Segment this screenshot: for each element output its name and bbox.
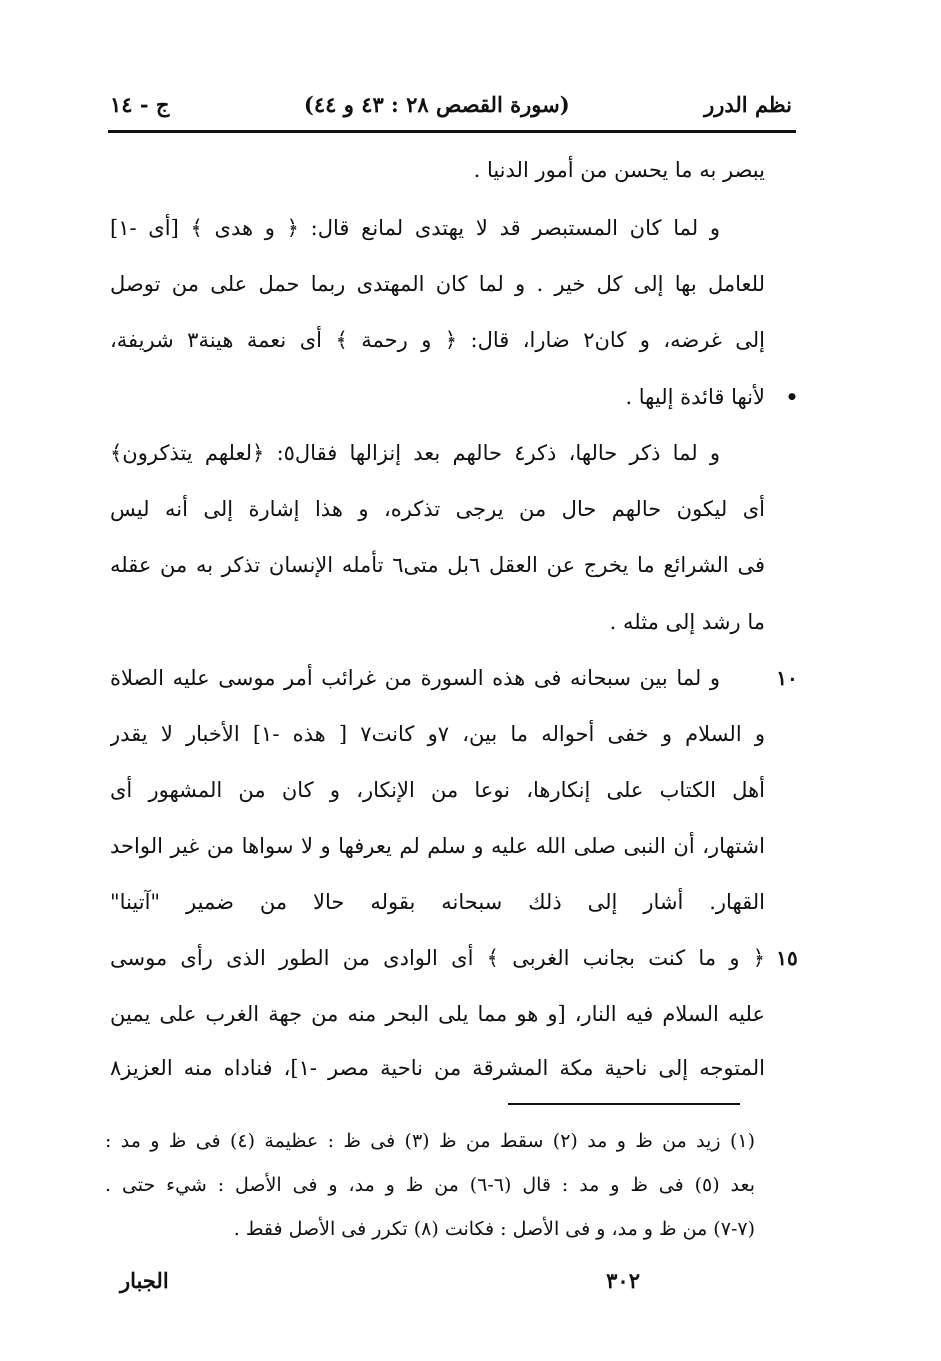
footnote-line: بعد (٥) فى ظ و مد : قال (٦-٦) من ظ و مد، و فى الأصل : شيء حتى .: [105, 1174, 755, 1196]
header-surah-reference: (سورة القصص ٢٨ : ٤٣ و ٤٤): [303, 91, 570, 117]
body-line: فى الشرائع ما يخرج عن العقل ٦بل متى٦ تأمله الإنسان تذكر به من عقله: [110, 553, 765, 577]
body-line: ﴿ و ما كنت بجانب الغربى ﴾ أى الوادى من الطور الذى رأى موسى: [110, 946, 765, 970]
page-footer: [120, 1262, 640, 1298]
body-line: اشتهار، أن النبى صلى الله عليه و سلم لم يعرفها و لا سواها من غير الواحد: [110, 834, 765, 858]
body-line: القهار. أشار إلى ذلك سبحانه بقوله حالا من ضمير "آتينا": [110, 890, 765, 914]
catchword: الجبار: [120, 1267, 169, 1293]
header-volume: ج - ١٤: [110, 91, 170, 117]
body-line: أهل الكتاب على إنكارها، نوعا من الإنكار، و كان من المشهور أى: [110, 778, 765, 802]
body-line: ما رشد إلى مثله .: [609, 610, 765, 634]
page-number: ٣٠٢: [606, 1267, 640, 1293]
header-book-title: نظم الدرر: [704, 91, 792, 117]
body-line: و لما بين سبحانه فى هذه السورة من غرائب أمر موسى عليه الصلاة: [110, 666, 720, 690]
footnote-line: (١) زيد من ظ و مد (٢) سقط من ظ (٣) فى ظ : عظيمة (٤) فى ظ و مد :: [105, 1130, 755, 1152]
margin-marker-dot: •: [785, 385, 799, 409]
body-line: المتوجه إلى ناحية مكة المشرقة من ناحية مصر -١]، فناداه منه العزيز٨: [110, 1056, 765, 1080]
body-line: عليه السلام فيه النار، [و هو مما يلى البحر منه من جهة الغرب على يمين: [110, 1002, 765, 1026]
body-line: لأنها قائدة إليها .: [625, 385, 765, 409]
body-line: للعامل بها إلى كل خير . و لما كان المهتدى ربما حمل على من توصل: [110, 272, 765, 296]
body-line: أى ليكون حالهم حال من يرجى تذكره، و هذا إشارة إلى أنه ليس: [110, 497, 765, 521]
footnote-line: (٧-٧) من ظ و مد، و فى الأصل : فكانت (٨) تكرر فى الأصل فقط .: [233, 1218, 755, 1240]
body-line: يبصر به ما يحسن من أمور الدنيا .: [473, 158, 765, 182]
margin-marker-line-15: ١٥: [776, 946, 798, 970]
body-line: و السلام و خفى أحواله ما بين، ٧و كانت٧ [ هذه -١] الأخبار لا يقدر: [110, 722, 765, 746]
running-header: [110, 86, 792, 122]
body-line: و لما كان المستبصر قد لا يهتدى لمانع قال: ﴿ و هدى ﴾ [أى -١]: [110, 216, 720, 240]
footnote-rule: [508, 1103, 740, 1105]
header-rule: [108, 130, 796, 133]
body-line: و لما ذكر حالها، ذكر٤ حالهم بعد إنزالها فقال٥: ﴿لعلهم يتذكرون﴾: [110, 441, 720, 465]
margin-marker-line-10: ١٠: [776, 666, 798, 690]
body-line: إلى غرضه، و كان٢ ضارا، قال: ﴿ و رحمة ﴾ أى نعمة هينة٣ شريفة،: [110, 328, 765, 352]
